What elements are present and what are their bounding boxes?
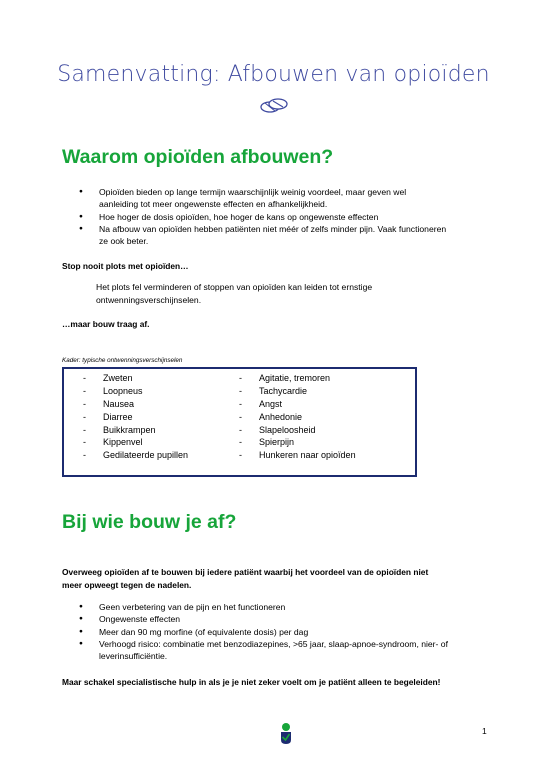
list-item: ● Na afbouw van opioïden hebben patiënten niet méér of zelfs minder pijn. Vaak functioneren (79, 223, 499, 235)
why-bullet-list (79, 186, 499, 247)
closing-advice: Maar schakel specialistische hulp in als je je niet zeker voelt om je patiënt alleen te begeleiden! (62, 677, 441, 687)
page-number: 1 (482, 726, 487, 736)
intro-line-2: meer opweegt tegen de nadelen. (62, 580, 192, 590)
list-item: ● Geen verbetering van de pijn en het functioneren (79, 601, 499, 613)
stop-paragraph-line-2: ontwenningsverschijnselen. (96, 295, 202, 305)
page-title: Samenvatting: Afbouwen van opioïden (57, 62, 490, 87)
list-item: ● Meer dan 90 mg morfine (of equivalente dosis) per dag (79, 626, 499, 638)
section-heading-who: Bij wie bouw je af? (62, 511, 237, 533)
stop-warning: Stop nooit plots met opioïden… (62, 261, 189, 271)
withdrawal-symptoms-box: - Zweten - Loopneus - Nausea - Diarree - Buikkrampen - Kippenvel - Gedilateerde pupillen - Agitatie, tremoren - Tachycardie - Angst - Anhedonie - Slapeloosheid - Spierpijn - Hunkeren naar opioïden (62, 367, 417, 477)
intro-line-1: Overweeg opioïden af te bouwen bij iedere patiënt waarbij het voordeel van de opioïden niet (62, 567, 429, 577)
who-bullet-list (79, 601, 499, 662)
pills-icon (259, 96, 289, 114)
list-item-continuation: aanleiding tot meer ongewenste effecten en afhankelijkheid. (99, 199, 328, 210)
section-heading-why: Waarom opioïden afbouwen? (62, 146, 334, 168)
list-item-continuation: ze ook beter. (99, 236, 149, 247)
logo-icon (280, 723, 292, 745)
box-caption: Kader: typische ontwenningsverschijnselen (62, 357, 183, 364)
list-item: ● Ongewenste effecten (79, 613, 499, 625)
stop-paragraph-line-1: Het plots fel verminderen of stoppen van opioïden kan leiden tot ernstige (96, 282, 373, 292)
list-item-continuation: leverinsufficiëntie. (99, 651, 168, 662)
list-item: ● Opioïden bieden op lange termijn waarschijnlijk weinig voordeel, maar geven wel (79, 186, 499, 198)
slow-taper-line: …maar bouw traag af. (62, 319, 150, 329)
list-item: ● Verhoogd risico: combinatie met benzodiazepines, >65 jaar, slaap-apnoe-syndroom, nier- of (79, 638, 499, 650)
list-item: ● Hoe hoger de dosis opioïden, hoe hoger de kans op ongewenste effecten (79, 211, 499, 223)
